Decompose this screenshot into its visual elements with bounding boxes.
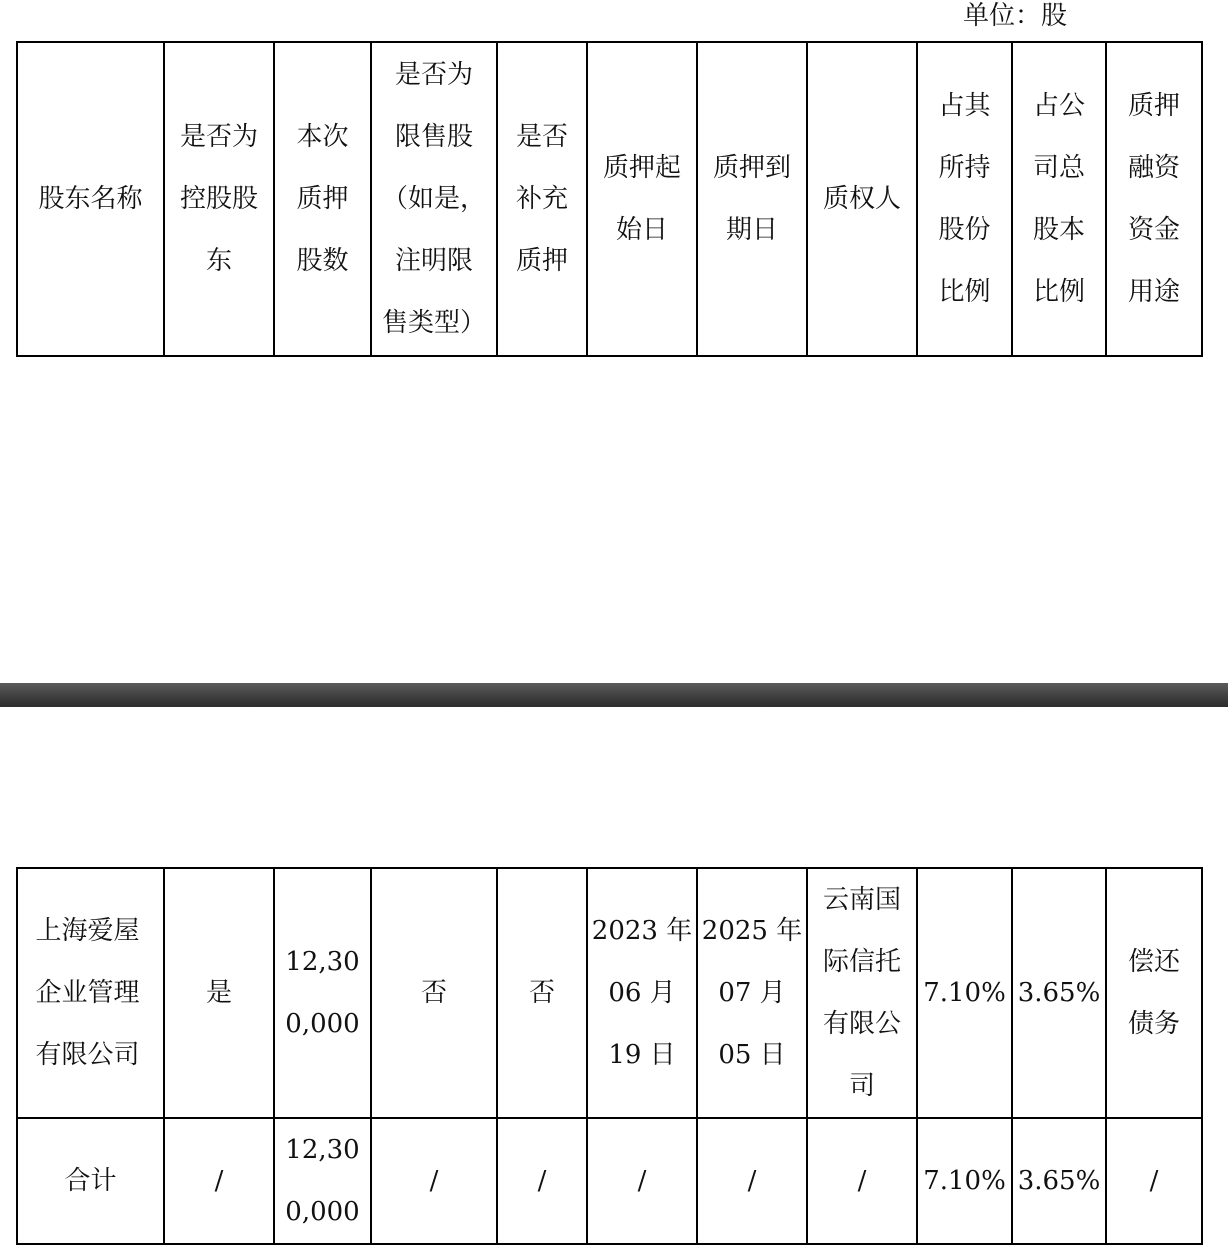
total-pct-of-total-cell: 3.65% [1012,1118,1106,1244]
total-pledged-shares-cell: 12,30 0,000 [274,1118,371,1244]
header-start-date: 质押起 始日 [587,42,697,356]
is-controlling-cell: 是 [164,868,274,1118]
header-is-supplementary: 是否 补充 质押 [497,42,587,356]
is-restricted-cell: 否 [371,868,497,1118]
total-label-cell: 合计 [17,1118,164,1244]
pledge-table-body [16,867,1203,1245]
total-purpose-cell: / [1106,1118,1202,1244]
total-start-date-cell: / [587,1118,697,1244]
unit-label: 单位：股 [963,1,1068,31]
pct-of-total-cell: 3.65% [1012,868,1106,1118]
is-supplementary-cell: 否 [497,868,587,1118]
pledgee-cell: 云南国 际信托 有限公 司 [807,868,917,1118]
header-pledged-shares: 本次 质押 股数 [274,42,371,356]
table-row [17,868,1202,1118]
header-pct-of-holding: 占其 所持 股份 比例 [917,42,1012,356]
start-date-cell: 2023 年 06 月 19 日 [587,868,697,1118]
total-is-restricted-cell: / [371,1118,497,1244]
header-shareholder-name: 股东名称 [17,42,164,356]
total-is-controlling-cell: / [164,1118,274,1244]
pct-of-holding-cell: 7.10% [917,868,1012,1118]
header-pct-of-total: 占公 司总 股本 比例 [1012,42,1106,356]
total-pct-of-holding-cell: 7.10% [917,1118,1012,1244]
header-end-date: 质押到 期日 [697,42,807,356]
total-row [17,1118,1202,1244]
header-purpose: 质押 融资 资金 用途 [1106,42,1202,356]
total-is-supplementary-cell: / [497,1118,587,1244]
header-is-controlling: 是否为 控股股 东 [164,42,274,356]
end-date-cell: 2025 年 07 月 05 日 [697,868,807,1118]
header-pledgee: 质权人 [807,42,917,356]
total-end-date-cell: / [697,1118,807,1244]
page-divider [0,683,1228,707]
header-is-restricted: 是否为 限售股 （如是， 注明限 售类型） [371,42,497,356]
total-pledgee-cell: / [807,1118,917,1244]
header-row [17,42,1202,356]
shareholder-name-cell: 上海爱屋 企业管理 有限公司 [17,868,164,1118]
pledged-shares-cell: 12,30 0,000 [274,868,371,1118]
purpose-cell: 偿还 债务 [1106,868,1202,1118]
pledge-table-header [16,41,1203,357]
